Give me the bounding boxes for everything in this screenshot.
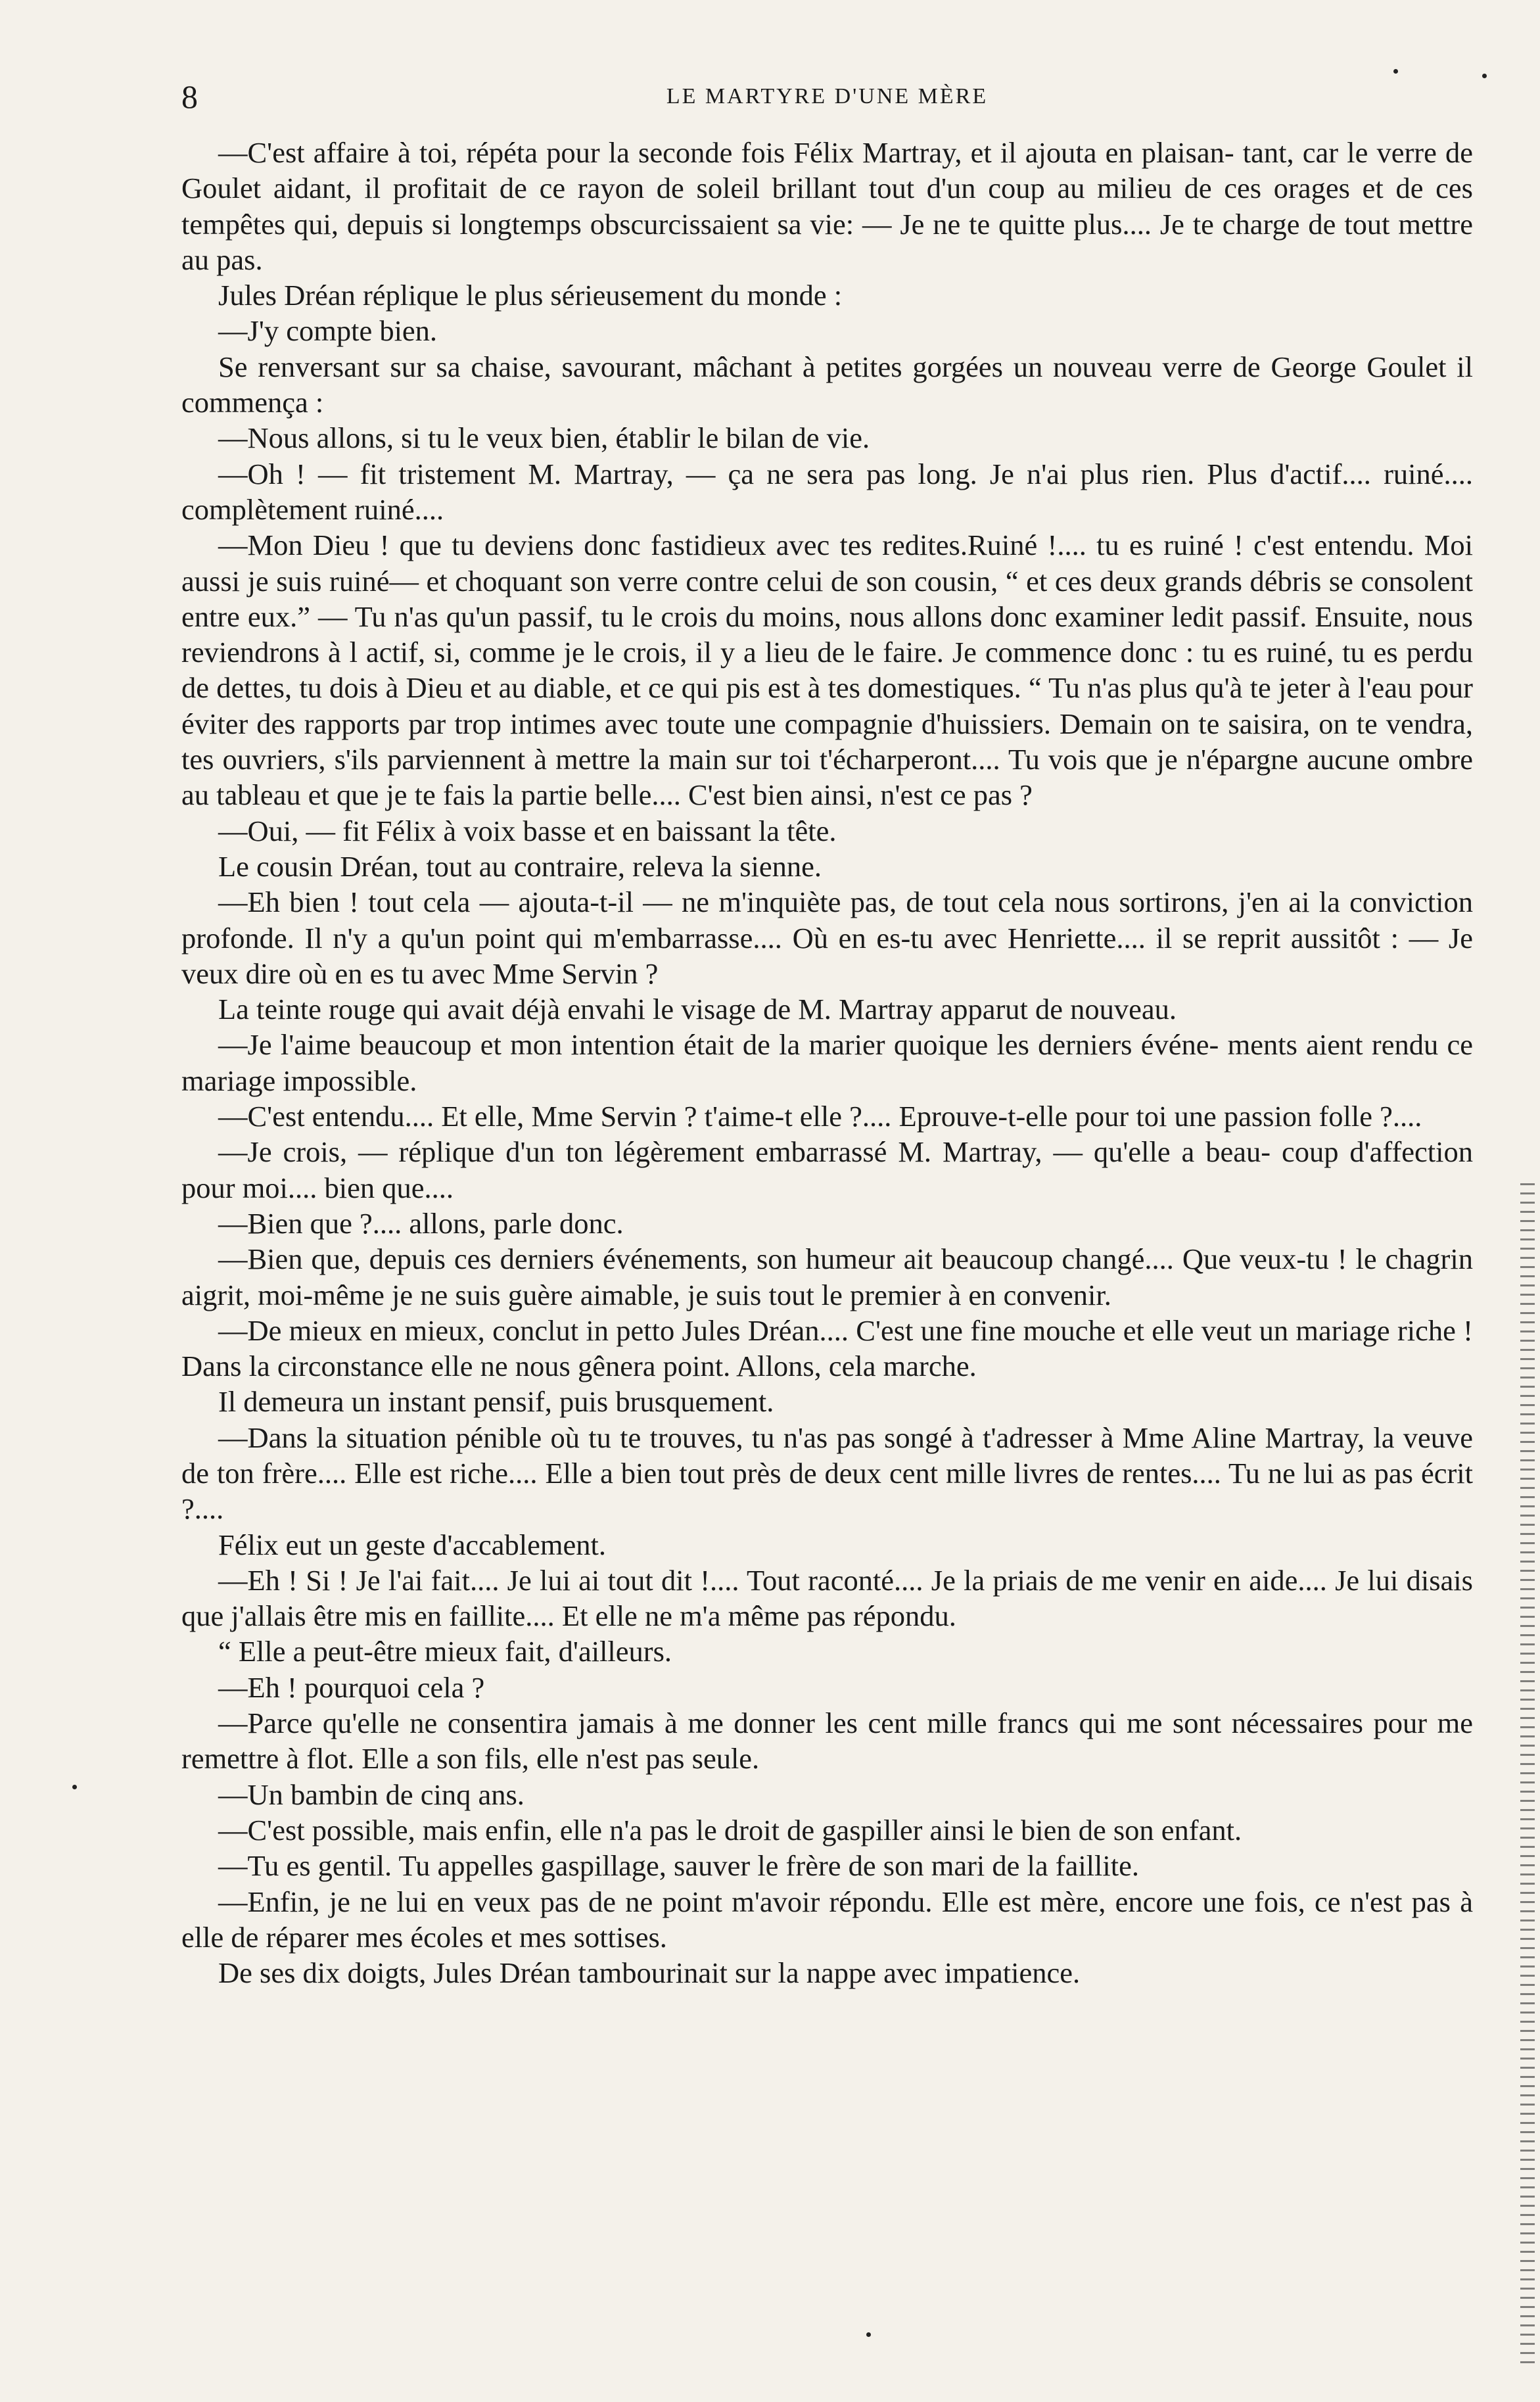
- paragraph: —Dans la situation pénible où tu te trouves, tu n'as pas songé à t'adresser à Mme Aline Martray, la veuve de ton frère.... Elle est riche.... Elle a bien tout près de deux cent mille livres de rentes.... Tu ne lui as pas écrit ?....: [181, 1421, 1473, 1526]
- paragraph: —Nous allons, si tu le veux bien, établir le bilan de vie.: [218, 421, 870, 455]
- paragraph: —Tu es gentil. Tu appelles gaspillage, sauver le frère de son mari de la faillite.: [218, 1849, 1140, 1883]
- paragraph: —C'est entendu.... Et elle, Mme Servin ? t'aime-t elle ?.... Eprouve-t-elle pour toi une passion folle ?....: [218, 1100, 1422, 1133]
- body-text: [181, 135, 1473, 1990]
- paragraph: De ses dix doigts, Jules Dréan tambourinait sur la nappe avec impatience.: [218, 1956, 1081, 1990]
- paragraph: —Enfin, je ne lui en veux pas de ne point m'avoir répondu. Elle est mère, encore une fois, ce n'est pas à elle de réparer mes écoles et mes sottises.: [181, 1885, 1473, 1954]
- paragraph: —Oui, — fit Félix à voix basse et en baissant la tête.: [218, 814, 837, 847]
- paragraph: Se renversant sur sa chaise, savourant, mâchant à petites gorgées un nouveau verre de George Goulet il commença :: [181, 350, 1473, 419]
- paragraph: Il demeura un instant pensif, puis brusquement.: [218, 1385, 774, 1419]
- paragraph: Félix eut un geste d'accablement.: [218, 1528, 607, 1561]
- paragraph: —Mon Dieu ! que tu deviens donc fastidieux avec tes redites.Ruiné !.... tu es ruiné ! c'est entendu. Moi aussi je suis ruiné— et choquant son verre contre celui de son cousin, “ et ces deux grands débris se consolent entre eux.” — Tu n'as qu'un passif, tu le crois du moins, nous allons donc examiner ledit passif. Ensuite, nous reviendrons à l actif, si, comme je le crois, il y a lieu de le faire. Je commence donc : tu es ruiné, tu es perdu de dettes, tu dois à Dieu et au diable, et ce qui pis est à tes domestiques. “ Tu n'as plus qu'à te jeter à l'eau pour éviter des rapports par trop intimes avec toute une compagnie d'huissiers. Demain on te saisira, on te vendra, tes ouvriers, s'ils parviennent à mettre la main sur toi t'écharperont.... Tu vois que je n'épargne aucune ombre au tableau et que je te fais la partie belle.... C'est bien ainsi, n'est ce pas ?: [181, 529, 1473, 812]
- scan-speck: [866, 2332, 871, 2337]
- paragraph: —C'est possible, mais enfin, elle n'a pas le droit de gaspiller ainsi le bien de son enfant.: [218, 1813, 1242, 1847]
- page-header: [181, 78, 1473, 124]
- paragraph: Le cousin Dréan, tout au contraire, releva la sienne.: [218, 849, 822, 883]
- paragraph: —Un bambin de cinq ans.: [218, 1778, 525, 1811]
- page-number: 8: [181, 78, 198, 115]
- paragraph: —De mieux en mieux, conclut in petto Jules Dréan.... C'est une fine mouche et elle veut un mariage riche ! Dans la circonstance elle ne nous gênera point. Allons, cela marche.: [181, 1313, 1473, 1383]
- paragraph: —Bien que, depuis ces derniers événements, son humeur ait beaucoup changé.... Que veux-tu ! le chagrin aigrit, moi-même je ne suis guère aimable, je suis tout le premier à en convenir.: [181, 1242, 1473, 1311]
- paragraph: Jules Dréan réplique le plus sérieusement du monde :: [218, 279, 843, 312]
- paragraph: —J'y compte bien.: [218, 314, 438, 348]
- scan-speck: [1393, 69, 1398, 74]
- paragraph: —Eh ! Si ! Je l'ai fait.... Je lui ai tout dit !.... Tout raconté.... Je la priais de me venir en aide.... Je lui disais que j'allais être mis en faillite.... Et elle ne m'a même pas répondu.: [181, 1563, 1473, 1633]
- paragraph: La teinte rouge qui avait déjà envahi le visage de M. Martray apparut de nouveau.: [218, 993, 1177, 1026]
- paragraph: —Oh ! — fit tristement M. Martray, — ça ne sera pas long. Je n'ai plus rien. Plus d'actif.... ruiné.... complètement ruiné....: [181, 457, 1473, 526]
- scan-speck: [1482, 74, 1487, 78]
- paragraph: “ Elle a peut-être mieux fait, d'ailleurs.: [218, 1635, 672, 1668]
- paragraph: —Eh ! pourquoi cela ?: [218, 1670, 485, 1704]
- paragraph: —C'est affaire à toi, répéta pour la seconde fois Félix Martray, et il ajouta en plaisan- tant, car le verre de Goulet aidant, il profitait de ce rayon de soleil brillant tout d'un coup au milieu de ces orages et de ces tempêtes qui, depuis si longtemps obscurcissaient sa vie: — Je ne te quitte plus.... Je te charge de tout mettre au pas.: [181, 136, 1473, 276]
- scan-edge-noise: [1520, 1183, 1535, 2367]
- paragraph: —Je l'aime beaucoup et mon intention était de la marier quoique les derniers événe- ments aient rendu ce mariage impossible.: [181, 1028, 1473, 1097]
- scan-speck: [72, 1785, 77, 1789]
- paragraph: —Bien que ?.... allons, parle donc.: [218, 1206, 624, 1240]
- paragraph: —Je crois, — réplique d'un ton légèrement embarrassé M. Martray, — qu'elle a beau- coup d'affection pour moi.... bien que....: [181, 1135, 1473, 1204]
- paragraph: —Parce qu'elle ne consentira jamais à me donner les cent mille francs qui me sont nécessaires pour me remettre à flot. Elle a son fils, elle n'est pas seule.: [181, 1707, 1473, 1776]
- paragraph: —Eh bien ! tout cela — ajouta-t-il — ne m'inquiète pas, de tout cela nous sortirons, j'en ai la conviction profonde. Il n'y a qu'un point qui m'embarrasse.... Où en es-tu avec Henriette.... il se reprit aussitôt : — Je veux dire où en es tu avec Mme Servin ?: [181, 885, 1473, 990]
- running-title: LE MARTYRE D'UNE MÈRE: [666, 84, 989, 108]
